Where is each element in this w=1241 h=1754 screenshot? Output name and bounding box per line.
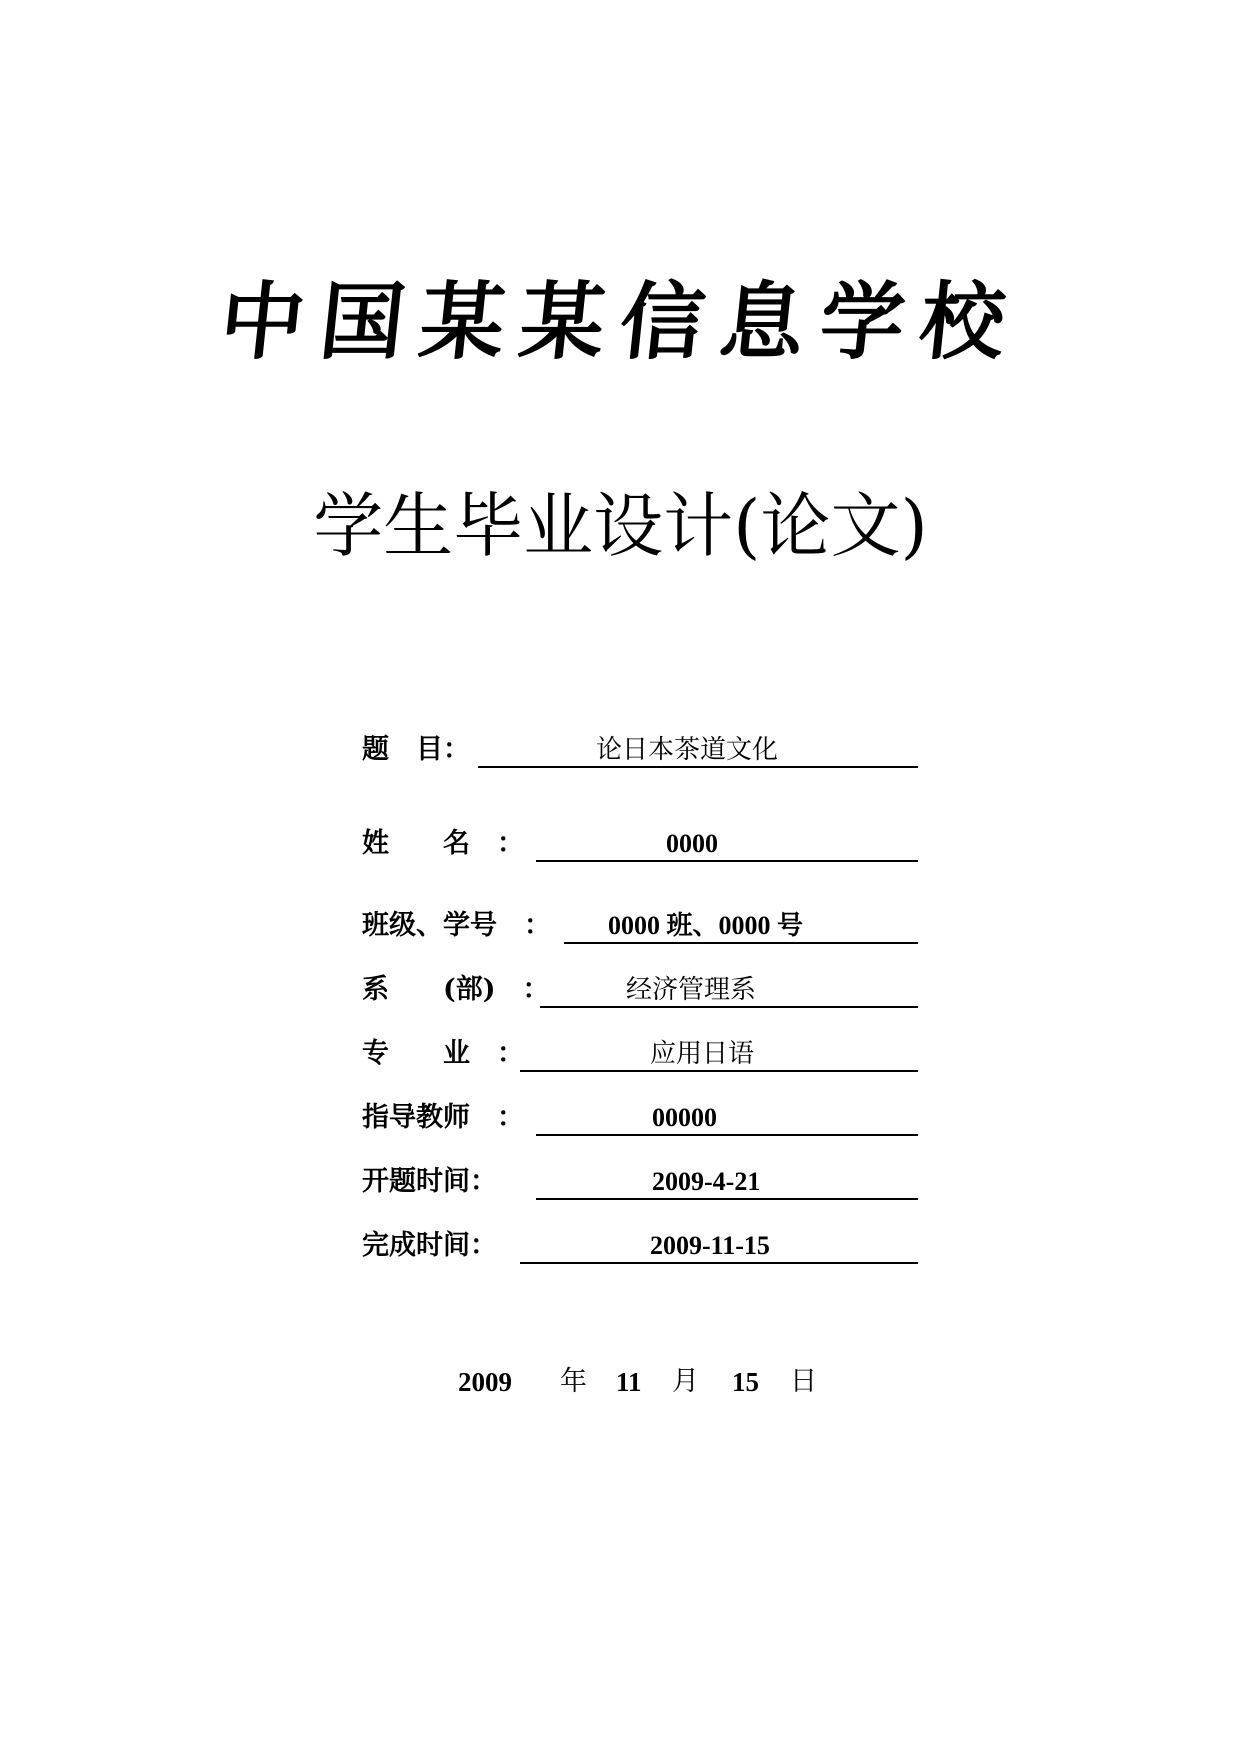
date-month: 11 [616,1367,642,1397]
field-value-major: 应用日语 [520,1036,918,1072]
field-value-finish-date: 2009-11-15 [520,1228,918,1264]
field-value-name: 0000 [536,826,918,862]
school-name: 中国某某信息学校 [215,272,1026,371]
field-value-advisor: 00000 [536,1100,918,1136]
date-month-unit: 月 [672,1366,699,1397]
date-year-unit: 年 [560,1366,587,1397]
field-label-topic: 题 目： [362,734,470,765]
date-year: 2009 [458,1367,512,1397]
field-value-start-date: 2009-4-21 [536,1164,918,1200]
field-label-major: 专 业 ： [362,1038,524,1069]
field-label-advisor: 指导教师 ： [362,1102,524,1133]
field-value-department: 经济管理系 [540,972,918,1008]
field-value-topic: 论日本茶道文化 [478,732,918,768]
date-day: 15 [732,1367,759,1397]
field-label-start-date: 开题时间： [362,1166,497,1197]
field-label-department: 系 (部) ： [362,974,550,1005]
field-label-name: 姓 名 ： [362,828,524,859]
field-label-class-number: 班级、学号 ： [362,910,551,941]
document-title: 学生毕业设计(论文) [313,485,928,567]
field-value-class-number: 0000 班、0000 号 [564,908,918,944]
field-label-finish-date: 完成时间： [362,1230,497,1261]
date-day-unit: 日 [790,1366,817,1397]
